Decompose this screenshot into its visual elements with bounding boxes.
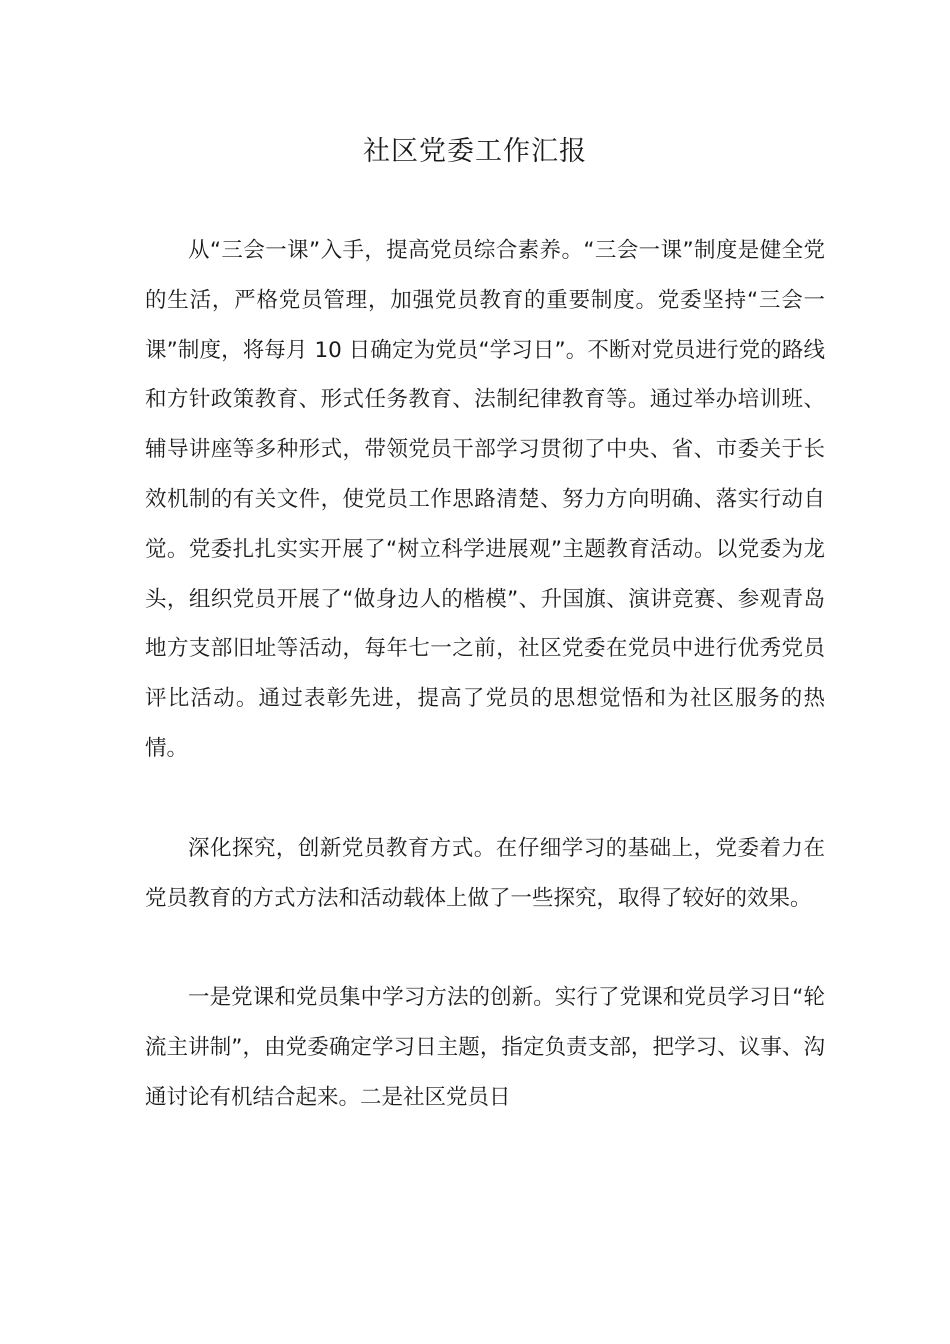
document-body (145, 226, 825, 1173)
paragraph-1: 从“三会一课”入手，提高党员综合素养。“三会一课”制度是健全党的生活，严格党员管理，加强党员教育的重要制度。党委坚持“三会一课”制度，将每月 10 日确定为党员“学习日”。不断对党员进行党的路线和方针政策教育、形式任务教育、法制纪律教育等。通过举办培训班、辅导讲座等多种形式，带领党员干部学习贯彻了中央、省、市委关于长效机制的有关文件，使党员工作思路清楚、努力方向明确、落实行动自觉。党委扎扎实实开展了“树立科学进展观”主题教育活动。以党委为龙头，组织党员开展了“做身边人的楷模”、升国旗、演讲竞赛、参观青岛地方支部旧址等活动，每年七一之前，社区党委在党员中进行优秀党员评比活动。通过表彰先进，提高了党员的思想觉悟和为社区服务的热情。 (145, 238, 825, 761)
paragraph-3: 一是党课和党员集中学习方法的创新。实行了党课和党员学习日“轮流主讲制”，由党委确定学习日主题，指定负责支部，把学习、议事、沟通讨论有机结合起来。二是社区党员日 (145, 985, 825, 1110)
paragraph-2: 深化探究，创新党员教育方式。在仔细学习的基础上，党委着力在党员教育的方式方法和活动载体上做了一些探究，取得了较好的效果。 (145, 835, 825, 911)
document-title: 社区党委工作汇报 (363, 136, 587, 167)
